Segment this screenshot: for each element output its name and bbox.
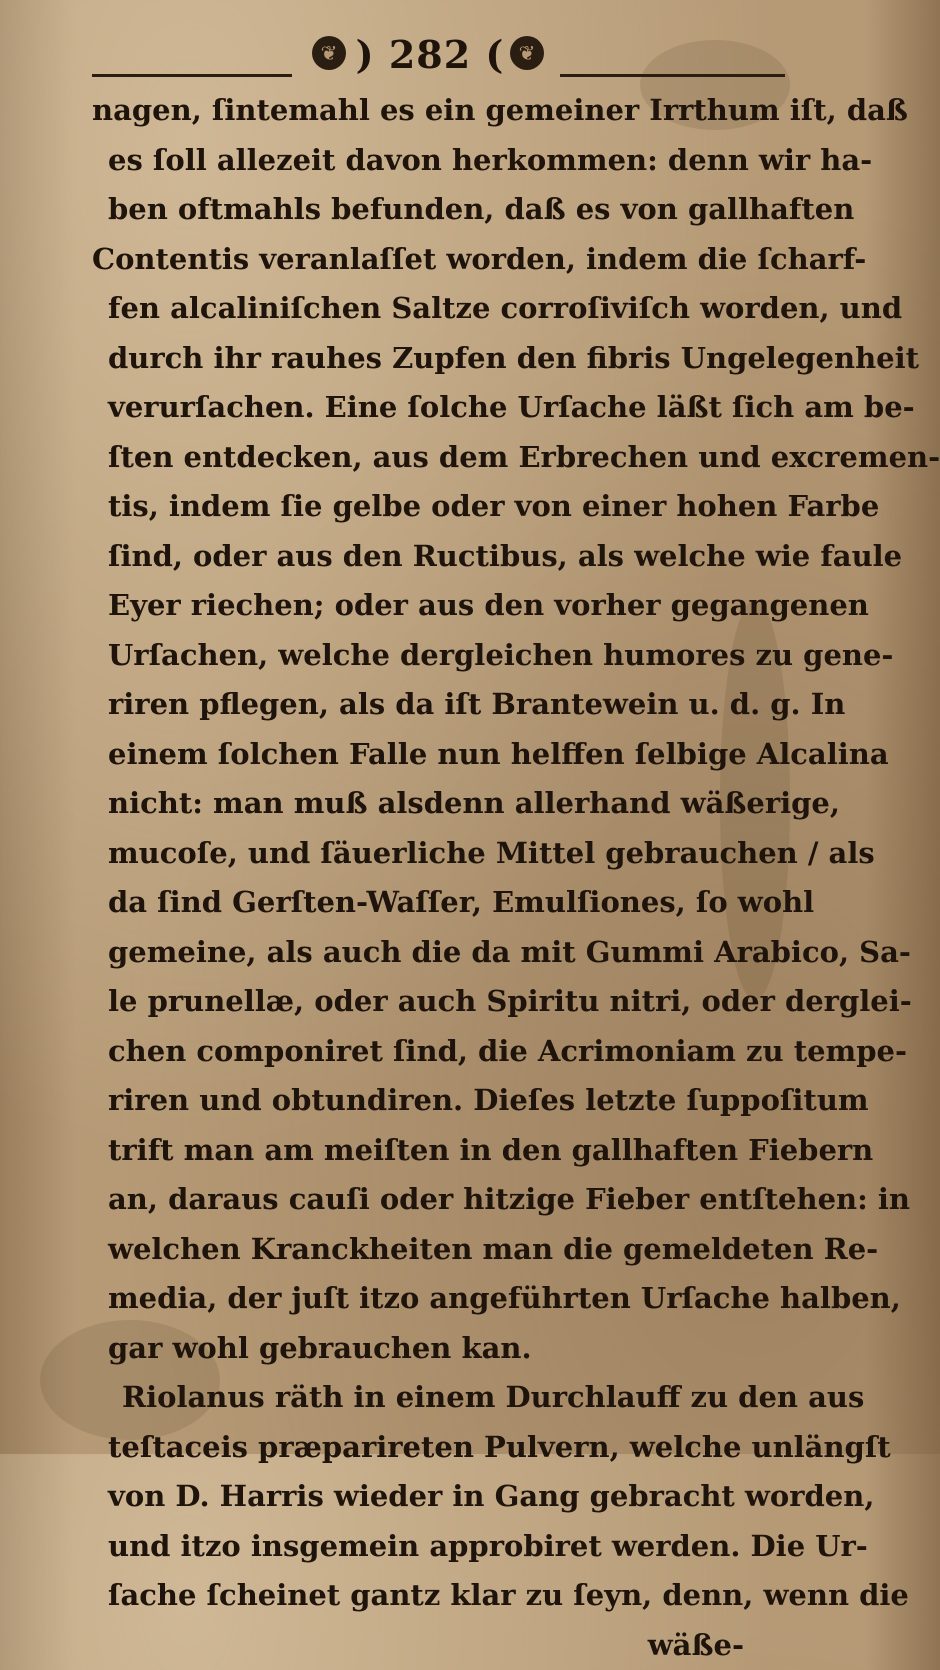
text-line: Urſachen, welche dergleichen humores zu gene- (92, 631, 792, 681)
text-line: riren und obtundiren. Dieſes letzte ſuppoſitum (92, 1076, 792, 1126)
text-line: riren pflegen, als da iſt Brantewein u. d. g. In (92, 680, 792, 730)
text-line: chen componiret ſind, die Acrimoniam zu tempe- (92, 1027, 792, 1077)
text-line: an, daraus cauſi oder hitzige Fieber entſtehen: in (92, 1175, 792, 1225)
text-line: trift man am meiſten in den gallhaften Fiebern (92, 1126, 792, 1176)
text-line: durch ihr rauhes Zupfen den fibris Ungelegenheit (92, 334, 792, 384)
ornament-icon: ❦ (312, 36, 346, 70)
text-line: ſten entdecken, aus dem Erbrechen und excremen- (92, 433, 792, 483)
body-text (92, 86, 792, 1670)
text-line: verurſachen. Eine ſolche Urſache läßt ſich am be- (92, 383, 792, 433)
text-line: mucoſe, und ſäuerliche Mittel gebrauchen / als (92, 829, 792, 879)
page-number: ) 282 ( (352, 32, 508, 77)
text-line: Contentis veranlaſſet worden, indem die ſcharf- (92, 235, 792, 285)
header-rule-right (560, 74, 785, 77)
text-line: tis, indem ſie gelbe oder von einer hohen Farbe (92, 482, 792, 532)
text-line: da ſind Gerſten-Waſſer, Emulſiones, ſo wohl (92, 878, 792, 928)
text-line: welchen Kranckheiten man die gemeldeten Re- (92, 1225, 792, 1275)
text-line: media, der juſt itzo angeführten Urſache halben, (92, 1274, 792, 1324)
text-line: teſtaceis præparireten Pulvern, welche unlängſt (92, 1423, 792, 1473)
text-line: gemeine, als auch die da mit Gummi Arabico, Sa- (92, 928, 792, 978)
text-line: es ſoll allezeit davon herkommen: denn wir ha- (92, 136, 792, 186)
text-line: ſache ſcheinet gantz klar zu ſeyn, denn, wenn die (92, 1571, 792, 1621)
text-line: nicht: man muß alsdenn allerhand wäßerige, (92, 779, 792, 829)
text-line: gar wohl gebrauchen kan. (92, 1324, 792, 1374)
ornament-icon: ❦ (510, 36, 544, 70)
catchword: wäße- (92, 1621, 792, 1670)
text-line: und itzo insgemein approbiret werden. Die Ur- (92, 1522, 792, 1572)
text-line: Riolanus räth in einem Durchlauff zu den aus (92, 1373, 792, 1423)
text-line: fen alcaliniſchen Saltze corroſiviſch worden, und (92, 284, 792, 334)
header-rule-left (92, 74, 292, 77)
text-line: ben oftmahls befunden, daß es von gallhaften (92, 185, 792, 235)
page-header (0, 32, 800, 80)
text-line: von D. Harris wieder in Gang gebracht worden, (92, 1472, 792, 1522)
text-line: einem ſolchen Falle nun helffen ſelbige Alcalina (92, 730, 792, 780)
text-line: le prunellæ, oder auch Spiritu nitri, oder derglei- (92, 977, 792, 1027)
text-line: Eyer riechen; oder aus den vorher gegangenen (92, 581, 792, 631)
text-line: nagen, ſintemahl es ein gemeiner Irrthum iſt, daß (92, 86, 792, 136)
text-line: ſind, oder aus den Ructibus, als welche wie faule (92, 532, 792, 582)
